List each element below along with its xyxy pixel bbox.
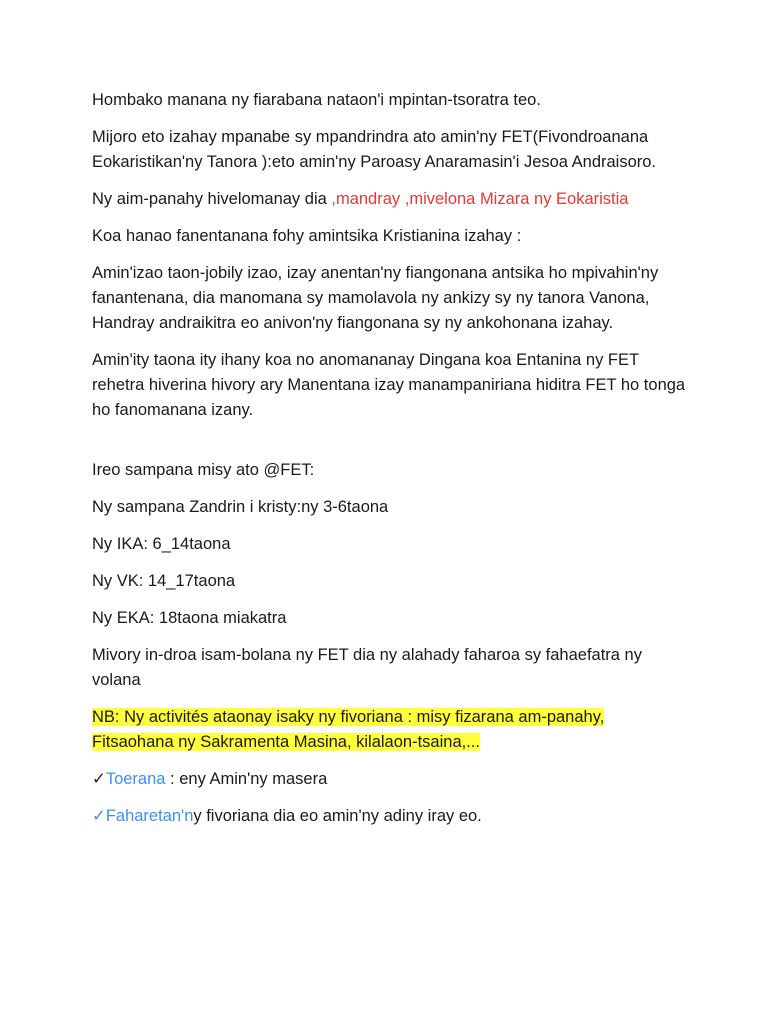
paragraph-this-year: Amin'ity taona ity ihany koa no anomananay Dingana koa Entanina ny FET rehetra hiverina hivory ary Manentana izay manampaniriana hiditra FET ho tonga ho fanomanana izany. xyxy=(92,351,686,419)
motto-lead: Ny aim-panahy hivelomanay dia xyxy=(92,190,332,208)
document-body xyxy=(92,88,692,841)
list-item-branch-vk: Ny VK: 14_17taona xyxy=(92,572,236,590)
highlight-line-2: Fitsaohana ny Sakramenta Masina, kilalaon-tsaina,... xyxy=(92,733,480,751)
check-icon: ✓ xyxy=(92,807,106,825)
duration-label: Faharetan'n xyxy=(105,807,194,825)
highlight-line-1: NB: Ny activités ataonay isaky ny fivoriana : misy fizarana am-panahy, xyxy=(92,708,605,726)
paragraph-exhortation: Koa hanao fanentanana fohy amintsika Kristianina izahay : xyxy=(92,227,522,245)
spacer xyxy=(92,435,692,458)
paragraph-intro: Hombako manana ny fiarabana nataon'i mpintan-tsoratra teo. xyxy=(92,91,541,109)
paragraph-duration xyxy=(92,804,692,829)
paragraph-introduction-fet: Mijoro eto izahay mpanabe sy mpandrindra ato amin'ny FET(Fivondroanana Eokaristikan'ny Tanora ):eto amin'ny Paroasy Anaramasin'i Jesoa Andraisoro. xyxy=(92,128,657,171)
paragraph-location xyxy=(92,767,692,792)
list-item-branch-ika: Ny IKA: 6_14taona xyxy=(92,535,231,553)
paragraph-jubilee: Amin'izao taon-jobily izao, izay anentan'ny fiangonana antsika ho mpivahin'ny fanantenana, dia manomana sy mamolavola ny ankizy sy ny tanora Vanona, Handray andraikitra eo anivon'ny fiangonana sy ny ankohonana izahay. xyxy=(92,264,659,332)
location-value: : eny Amin'ny masera xyxy=(165,770,328,788)
list-item-branch-eka: Ny EKA: 18taona miakatra xyxy=(92,609,287,627)
motto-red-text: ,mandray ,mivelona Mizara ny Eokaristia xyxy=(331,190,629,208)
check-icon: ✓ xyxy=(92,770,106,788)
paragraph-branches-heading: Ireo sampana misy ato @FET: xyxy=(92,461,315,479)
duration-value: y fivoriana dia eo amin'ny adiny iray eo. xyxy=(193,807,482,825)
paragraph-nb-highlight xyxy=(92,705,692,755)
paragraph-motto xyxy=(92,187,692,212)
paragraph-meeting-schedule: Mivory in-droa isam-bolana ny FET dia ny alahady faharoa sy fahaefatra ny volana xyxy=(92,646,642,689)
location-label: Toerana xyxy=(105,770,166,788)
list-item-branch-zandrin: Ny sampana Zandrin i kristy:ny 3-6taona xyxy=(92,498,389,516)
